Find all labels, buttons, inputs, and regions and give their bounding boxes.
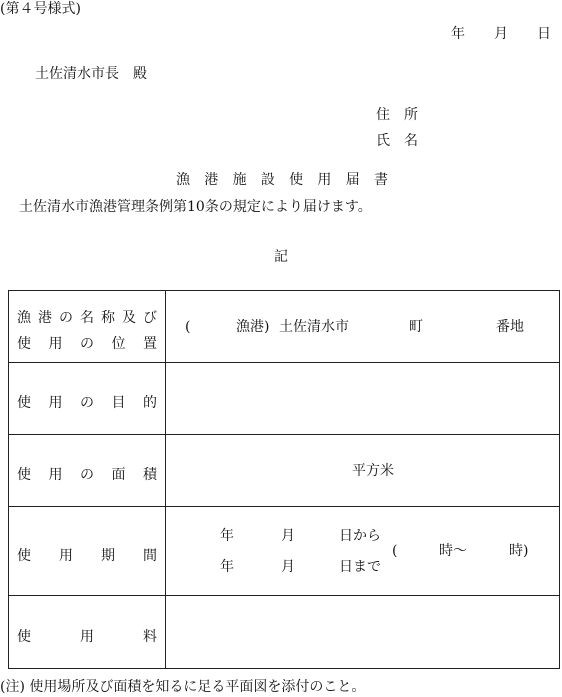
time-from: 時～ — [439, 543, 467, 559]
period-from: 日から — [339, 528, 381, 544]
date-month: 月 — [494, 26, 508, 42]
name-label: 氏 名 — [376, 133, 418, 149]
period-to: 日まで — [339, 559, 381, 575]
harbor-name-suffix: 漁港) — [236, 319, 270, 335]
purpose-value[interactable] — [167, 363, 559, 434]
row-purpose — [8, 362, 560, 435]
recipient: 土佐清水市長 殿 — [35, 66, 147, 82]
location-label: 漁 港 の 名 称 及 び 使 用 の 位 置 — [9, 291, 166, 362]
fee-label: 使 用 料 — [9, 596, 166, 668]
lot-suffix: 番地 — [496, 319, 524, 335]
town-suffix: 町 — [409, 319, 423, 335]
row-period: 使 用 期 間 年 月 日から 年 月 日まで ( 時～ 時) — [8, 506, 560, 596]
footnote: (注) 使用場所及び面積を知るに足る平面図を添付のこと。 — [0, 679, 366, 695]
document-title: 漁 港 施 設 使 用 届 書 — [176, 172, 388, 188]
address-label: 住 所 — [376, 107, 418, 123]
fee-value[interactable] — [167, 596, 559, 668]
row-location: 漁 港 の 名 称 及 び 使 用 の 位 置 ( 漁港) 土佐清水市 町 番地 — [8, 290, 560, 363]
area-label: 使 用 の 面 積 — [9, 435, 166, 506]
ki-heading: 記 — [274, 249, 288, 265]
period-label: 使 用 期 間 — [9, 507, 166, 595]
date-day: 日 — [537, 26, 551, 42]
purpose-label: 使 用 の 目 的 — [9, 363, 166, 434]
form-number: (第４号様式) — [0, 1, 81, 17]
intro-text: 土佐清水市漁港管理条例第10条の規定により届けます。 — [19, 199, 372, 215]
time-to: 時) — [509, 543, 529, 559]
city-name: 土佐清水市 — [279, 319, 349, 335]
date-year: 年 — [451, 26, 465, 42]
row-area — [8, 434, 560, 507]
row-fee — [8, 595, 560, 669]
area-unit: 平方米 — [352, 463, 394, 479]
